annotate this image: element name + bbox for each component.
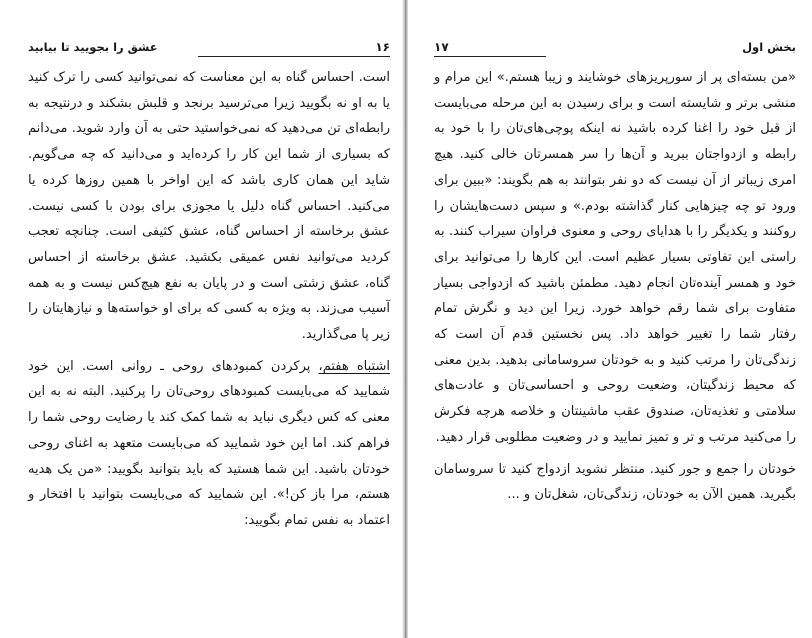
- book-gutter: [402, 0, 408, 638]
- left-header-rule: [198, 56, 390, 57]
- mistake-seven-label: اشتباه هفتم،: [318, 358, 390, 374]
- right-paragraph-2-text: خودتان را جمع و جور کنید. منتظر نشوید ازدواج کنید تا سروسامان بگیرید. همین الآن به خودتان، زندگی‌تان، شغل‌تان و ...: [434, 461, 796, 503]
- right-paragraph-1: [434, 65, 796, 451]
- right-paragraph-1-text: «من بسته‌ای پر از سورپریزهای خوشایند و زیبا هستم.» این مرام و منشی برتر و شایسته است و برای رسیدن به این مرحله می‌بایست از قبل خود را اغنا کرده باشید نه اینکه پوچی‌های‌تان را با خود به رابطه و ازدواجتان ببرید و آن‌ها را سر همسرتان خالی کنید. هیچ امری زیباتر از آن نیست که دو نفر بتوانند به هم بگویند: «ببین برای ورود تو چه چیزهایی کنار گذاشته بودم.» و سپس دست‌هایشان را روکنند و یکدیگر را با هدایای روحی و معنوی فراوان سیراب کنند. به راستی این تفاوتی بسیار عظیم است. این کارها را می‌توانید برای خود و همسر آینده‌تان انجام دهید. مطمئن باشید که ازدواجی بسیار متفاوت برای شما رقم خواهد خورد. زیرا این دید و نگرش تمام رفتار شما را تغییر خواهد داد. پس نخستین قدم آن است که زندگی‌تان را مرتب کنید و به خودتان سروسامانی بدهید. بدین معنی که محیط زندگیتان، وضعیت روحی و احساسی‌تان و عادت‌های سلامتی و تغذیه‌تان، صندوق عقب ماشینتان و خلاصه هرچه فکرش را می‌کنید مرتب و تر و تمیز نمایید و در وضعیت مطلوبی قرار دهید.: [434, 70, 796, 445]
- left-page-number: ۱۶: [375, 40, 390, 54]
- left-page: [0, 0, 404, 638]
- left-paragraph-2: [28, 354, 390, 534]
- left-paragraph-1-text: است. احساس گناه به این معناست که نمی‌توانید کسی را ترک کنید یا به او نه بگویید زیرا می‌ترسید برنجد و قلبش بشکند و درنتیجه به رابطه‌ای تن می‌دهید که نمی‌خواستید حتی به آن وارد شوید. می‌دانم که بسیاری از شما این کار را کرده‌اید و می‌دانید که چه می‌گویم. شاید این همان کاری باشد که این اواخر با همین روزها کرده یا می‌کنید. احساس گناه دلیل یا مجوزی برای بودن با کسی نیست. عشق برخاسته از احساس گناه، عشق کثیفی است. چنانچه تعجب کردید می‌توانید نفس عمیقی بکشید. عشق برخاسته از احساس گناه، عشق زشتی است و در پایان به نفع هیچ‌کس نیست و به همه آسیب می‌زند. به ویژه به کسی که برای او خواسته‌ها و نیازهایتان را زیر پا می‌گذارید.: [28, 70, 390, 343]
- right-page-header: [434, 36, 796, 54]
- right-paragraph-2: [434, 457, 796, 508]
- left-paragraph-2-text: پرکردن کمبودهای روحی ـ روانی است. این خود شمایید که می‌بایست کمبودهای روحی‌تان را پرکنید. البته نه به این معنی که کس دیگری نباید به شما کمک کند یا رضایت روحی شما را فراهم کند. اما این خود شمایید که می‌بایست متعهد به اغنای روحی خودتان باشید. این شما هستید که باید بتوانید بگویید: «من یک هدیه هستم، مرا باز کن!». این شمایید که می‌بایست بتوانید با افتخار و اعتماد به نفس تمام بگویید:: [28, 358, 390, 528]
- left-running-title: عشق را بجویید تا بیابید: [28, 40, 158, 54]
- left-paragraph-1: [28, 65, 390, 348]
- left-page-header: [28, 36, 390, 54]
- right-header-rule: [434, 56, 546, 57]
- right-running-title: بخش اول: [742, 40, 796, 54]
- right-page: [410, 0, 812, 638]
- right-page-number: ۱۷: [434, 40, 449, 54]
